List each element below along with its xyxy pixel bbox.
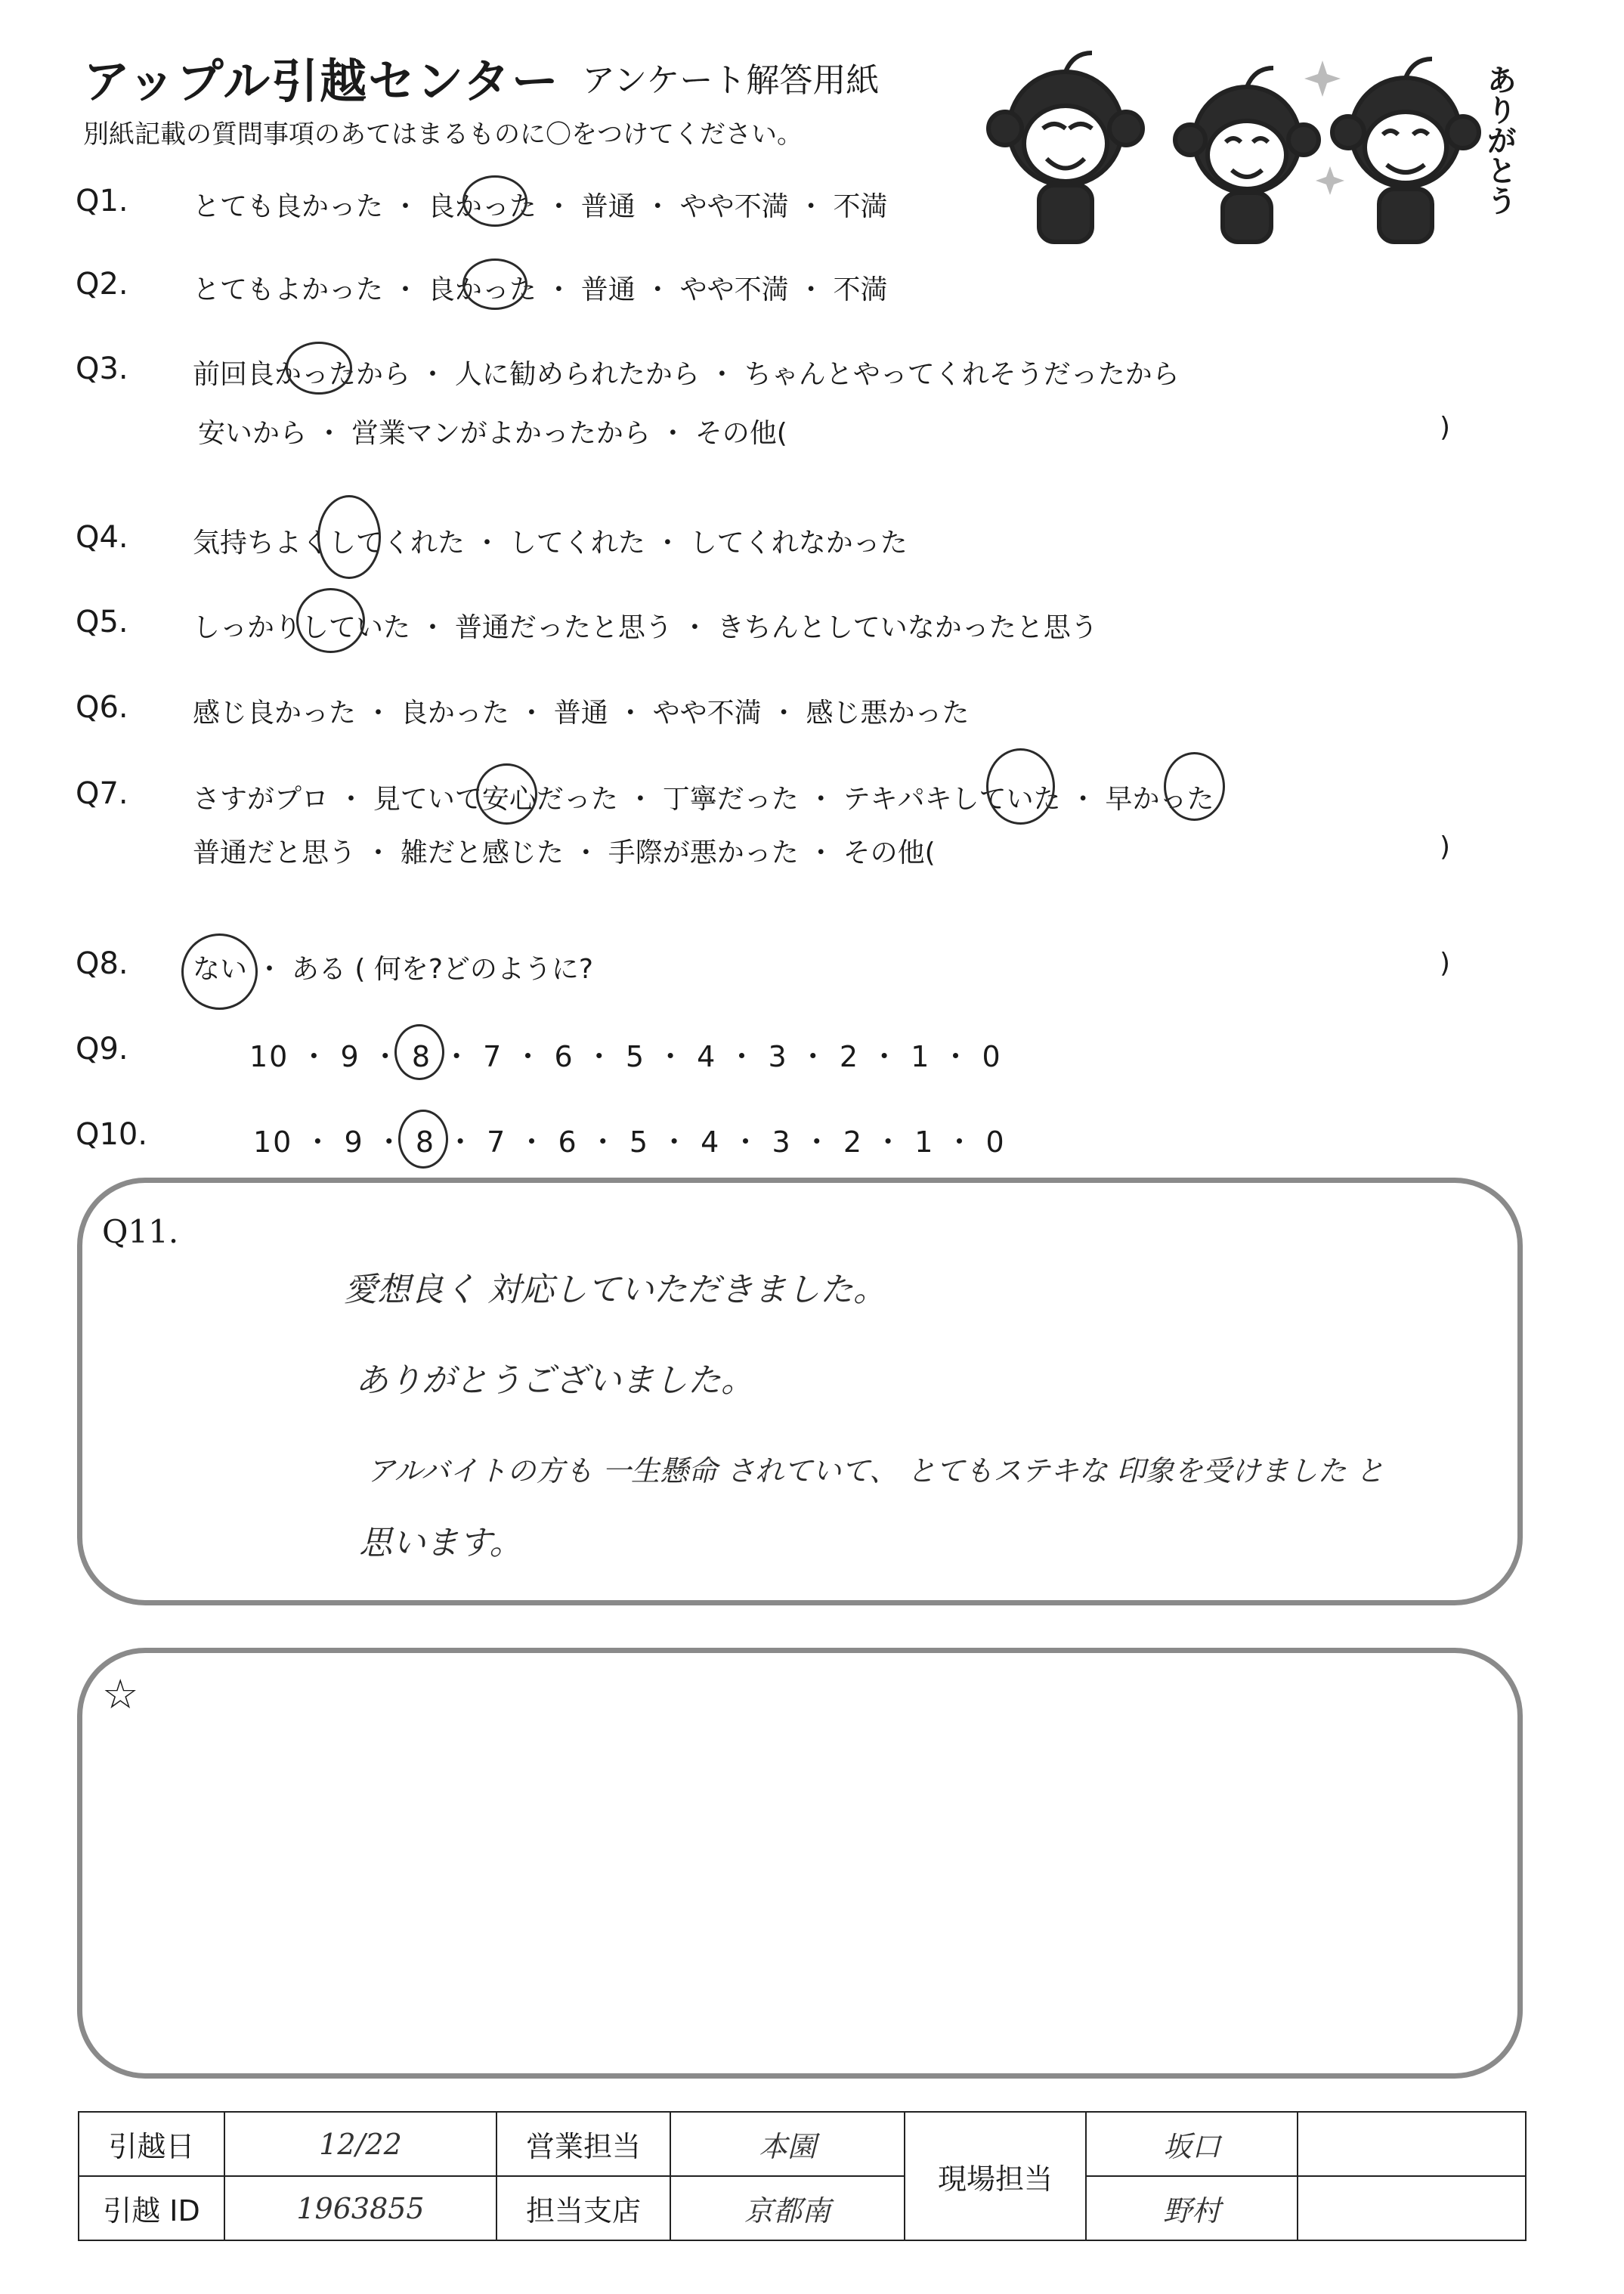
q7-close-paren: ) bbox=[1440, 831, 1451, 862]
answer-circle-q4 bbox=[317, 495, 381, 579]
branch-value[interactable]: 京都南 bbox=[670, 2176, 905, 2240]
q5-label: Q5. bbox=[76, 605, 128, 639]
q8-label: Q8. bbox=[76, 946, 128, 981]
q11-handwritten-line4: 思います。 bbox=[359, 1524, 523, 1562]
q1-label: Q1. bbox=[76, 184, 128, 218]
q4-label: Q4. bbox=[76, 520, 128, 555]
q7-label: Q7. bbox=[76, 776, 128, 811]
answer-circle-q2 bbox=[462, 259, 527, 310]
star-icon: ☆ bbox=[102, 1670, 139, 1718]
company-title: アップル引越センター bbox=[83, 54, 560, 109]
mascot-monkeys-illustration bbox=[982, 45, 1527, 249]
answer-circle-q7a bbox=[476, 763, 537, 825]
site-staff-value-1[interactable]: 坂口 bbox=[1086, 2112, 1298, 2176]
site-staff-extra-1[interactable] bbox=[1298, 2112, 1526, 2176]
q10-score-scale[interactable]: 10 ・ 9 ・ 8 ・ 7 ・ 6 ・ 5 ・ 4 ・ 3 ・ 2 ・ 1 ・ 0 bbox=[253, 1125, 1006, 1159]
q2-options[interactable]: とてもよかった ・ 良かった ・ 普通 ・ やや不満 ・ 不満 bbox=[193, 274, 888, 305]
q11-handwritten-line3: アルバイトの方も 一生懸命 されていて、 とてもステキな 印象を受けました と bbox=[367, 1454, 1384, 1488]
q8-close-paren: ) bbox=[1440, 948, 1451, 979]
q1-options[interactable]: とても良かった ・ 良かった ・ 普通 ・ やや不満 ・ 不満 bbox=[193, 191, 888, 222]
answer-circle-q3 bbox=[286, 342, 352, 395]
q9-score-scale[interactable]: 10 ・ 9 ・ 8 ・ 7 ・ 6 ・ 5 ・ 4 ・ 3 ・ 2 ・ 1 ・ 0 bbox=[249, 1040, 1002, 1073]
footer-info-table bbox=[78, 2111, 1527, 2241]
q3-options-line1[interactable]: 前回良かったから ・ 人に勧められたから ・ ちゃんとやってくれそうだったから bbox=[193, 359, 1180, 390]
star-comment-box[interactable] bbox=[77, 1648, 1523, 2079]
answer-circle-q10 bbox=[398, 1110, 448, 1169]
q11-comment-box[interactable] bbox=[77, 1178, 1523, 1605]
q10-label: Q10. bbox=[76, 1117, 148, 1152]
branch-label: 担当支店 bbox=[496, 2176, 670, 2240]
q4-options[interactable]: 気持ちよくしてくれた ・ してくれた ・ してくれなかった bbox=[193, 528, 908, 559]
q6-label: Q6. bbox=[76, 690, 128, 725]
q3-close-paren: ) bbox=[1440, 412, 1451, 443]
mascot-thank-you-text: ありがとう bbox=[1482, 64, 1517, 215]
q9-label: Q9. bbox=[76, 1032, 128, 1067]
answer-circle-q8 bbox=[181, 933, 258, 1010]
site-staff-label: 現場担当 bbox=[905, 2112, 1086, 2240]
answer-circle-q1 bbox=[462, 175, 527, 227]
q3-options-line2[interactable]: 安いから ・ 営業マンがよかったから ・ その他( bbox=[198, 418, 787, 449]
site-staff-value-2[interactable]: 野村 bbox=[1086, 2176, 1298, 2240]
move-id-label: 引越 ID bbox=[79, 2176, 224, 2240]
q11-label: Q11. bbox=[102, 1213, 179, 1250]
sales-rep-value[interactable]: 本園 bbox=[670, 2112, 905, 2176]
answer-circle-q7c bbox=[1164, 752, 1225, 821]
move-id-value[interactable]: 1963855 bbox=[224, 2176, 496, 2240]
instruction-text: 別紙記載の質問事項のあてはまるものに〇をつけてください。 bbox=[83, 119, 803, 150]
site-staff-extra-2[interactable] bbox=[1298, 2176, 1526, 2240]
answer-circle-q5 bbox=[296, 588, 365, 653]
q7-options-line2[interactable]: 普通だと思う ・ 雑だと感じた ・ 手際が悪かった ・ その他( bbox=[193, 837, 936, 868]
q7-options-line1[interactable]: さすがプロ ・ 見ていて安心だった ・ 丁寧だった ・ テキパキしていた ・ 早かった bbox=[193, 784, 1214, 815]
q5-options[interactable]: しっかりしていた ・ 普通だったと思う ・ きちんとしていなかったと思う bbox=[193, 612, 1098, 643]
q8-options[interactable]: ない ・ ある ( 何を?どのように? bbox=[193, 954, 594, 985]
sales-rep-label: 営業担当 bbox=[496, 2112, 670, 2176]
form-subtitle: アンケート解答用紙 bbox=[582, 61, 880, 100]
q2-label: Q2. bbox=[76, 267, 128, 302]
q11-handwritten-line1: 愛想良く 対応していただきました。 bbox=[344, 1271, 886, 1309]
q3-label: Q3. bbox=[76, 351, 128, 386]
move-date-value[interactable]: 12/22 bbox=[224, 2112, 496, 2176]
move-date-label: 引越日 bbox=[79, 2112, 224, 2176]
answer-circle-q7b bbox=[986, 748, 1055, 825]
answer-circle-q9 bbox=[394, 1024, 444, 1080]
q6-options[interactable]: 感じ良かった ・ 良かった ・ 普通 ・ やや不満 ・ 感じ悪かった bbox=[193, 698, 970, 729]
q11-handwritten-line2: ありがとうございました。 bbox=[355, 1361, 754, 1400]
